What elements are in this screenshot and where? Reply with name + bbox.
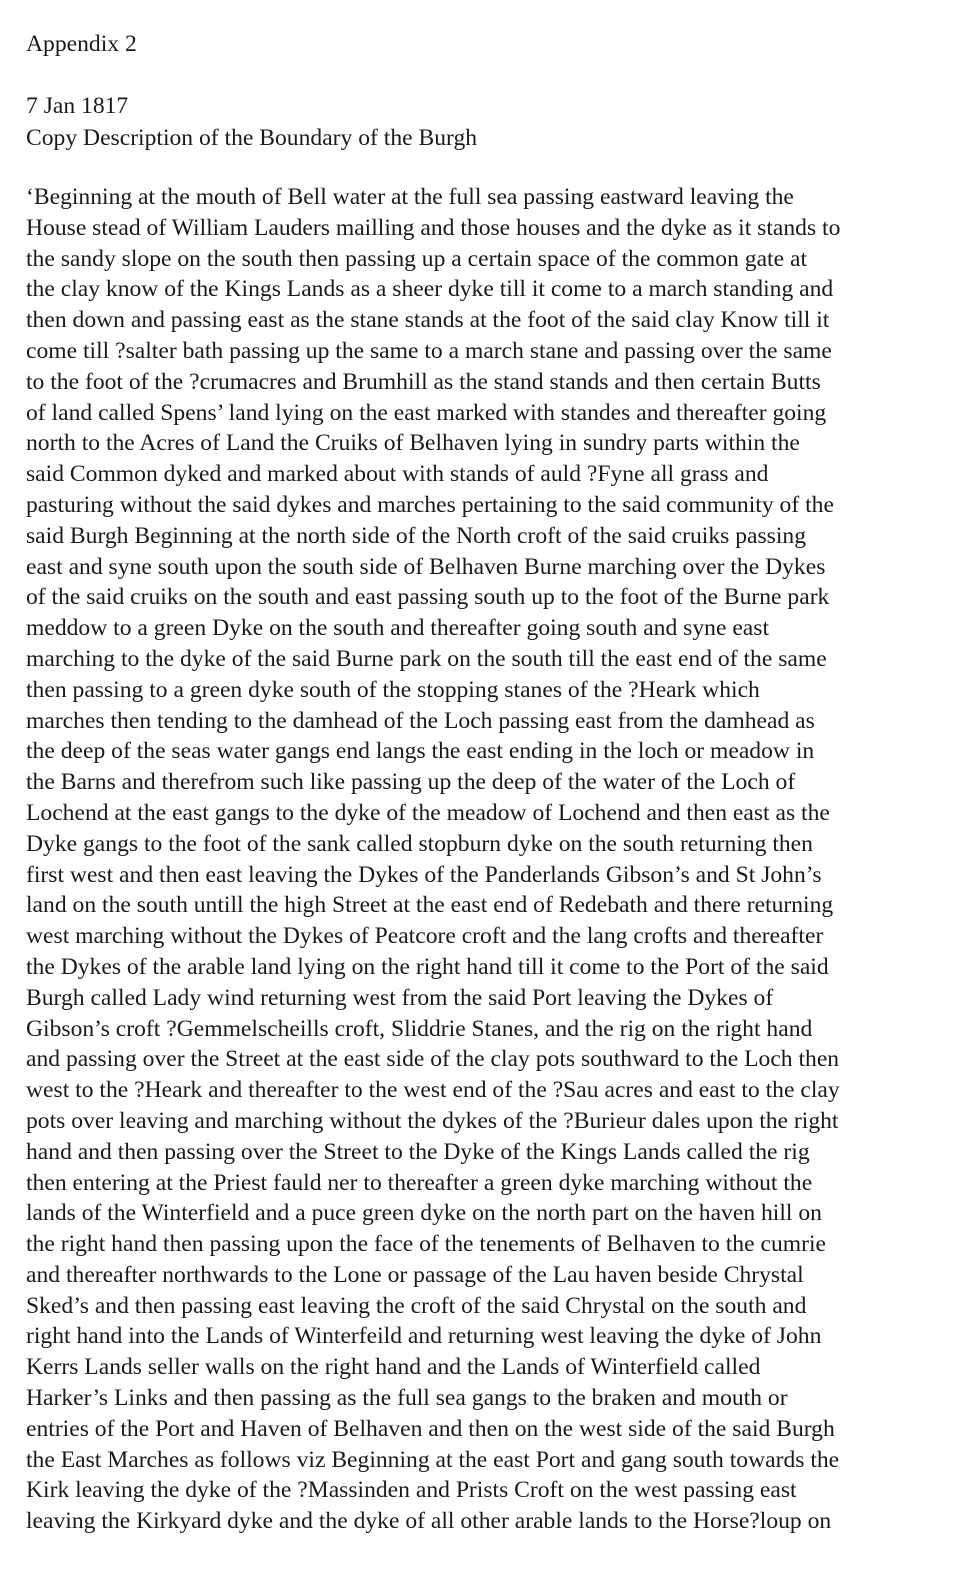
text-line: leaving the Kirkyard dyke and the dyke of all other arable lands to the Horse?loup on <box>26 1508 832 1535</box>
text-line: east and syne south upon the south side of Belhaven Burne marching over the Dykes <box>26 553 826 580</box>
text-line: entries of the Port and Haven of Belhaven and then on the west side of the said Burgh <box>26 1415 835 1442</box>
boundary-description <box>26 182 941 1537</box>
text-line: the Dykes of the arable land lying on the right hand till it come to the Port of the said <box>26 953 829 980</box>
text-line: pots over leaving and marching without the dykes of the ?Burieur dales upon the right <box>26 1107 839 1134</box>
text-line: the clay know of the Kings Lands as a sheer dyke till it come to a march standing and <box>26 276 834 303</box>
text-line: then entering at the Priest fauld ner to thereafter a green dyke marching without the <box>26 1169 813 1196</box>
text-line: then down and passing east as the stane stands at the foot of the said clay Know till it <box>26 307 830 334</box>
text-line: Kirk leaving the dyke of the ?Massinden and Prists Croft on the west passing east <box>26 1477 797 1504</box>
text-line: first west and then east leaving the Dykes of the Panderlands Gibson’s and St John’s <box>26 861 822 888</box>
text-line: north to the Acres of Land the Cruiks of Belhaven lying in sundry parts within the <box>26 430 800 457</box>
text-line: the Barns and therefrom such like passing up the deep of the water of the Loch of <box>26 769 796 796</box>
text-line: marches then tending to the damhead of the Loch passing east from the damhead as <box>26 707 815 734</box>
text-line: the sandy slope on the south then passing up a certain space of the common gate at <box>26 245 808 272</box>
text-line: the right hand then passing upon the face of the tenements of Belhaven to the cumrie <box>26 1231 826 1258</box>
text-line: Kerrs Lands seller walls on the right hand and the Lands of Winterfield called <box>26 1354 761 1381</box>
text-line: Gibson’s croft ?Gemmelscheills croft, Sliddrie Stanes, and the rig on the right hand <box>26 1015 813 1042</box>
text-line: of the said cruiks on the south and east passing south up to the foot of the Burne park <box>26 584 830 611</box>
text-line: pasturing without the said dykes and marches pertaining to the said community of the <box>26 491 834 518</box>
text-line: Dyke gangs to the foot of the sank called stopburn dyke on the south returning then <box>26 830 813 857</box>
text-line: Sked’s and then passing east leaving the croft of the said Chrystal on the south and <box>26 1292 807 1319</box>
text-line: the deep of the seas water gangs end langs the east ending in the loch or meadow in <box>26 738 815 765</box>
document-subtitle: Copy Description of the Boundary of the Burgh <box>26 125 478 151</box>
text-line: the East Marches as follows viz Beginning at the east Port and gang south towards the <box>26 1446 840 1473</box>
text-line: right hand into the Lands of Winterfeild and returning west leaving the dyke of John <box>26 1323 822 1350</box>
text-line: then passing to a green dyke south of the stopping stanes of the ?Heark which <box>26 676 760 703</box>
text-line: said Burgh Beginning at the north side of the North croft of the said cruiks passing <box>26 522 806 549</box>
text-line: House stead of William Lauders mailling and those houses and the dyke as it stands to <box>26 214 841 241</box>
document-page <box>26 28 941 1537</box>
text-line: said Common dyked and marked about with stands of auld ?Fyne all grass and <box>26 461 769 488</box>
appendix-heading: Appendix 2 <box>26 31 137 57</box>
text-line: and thereafter northwards to the Lone or passage of the Lau haven beside Chrystal <box>26 1261 804 1288</box>
text-line: ‘Beginning at the mouth of Bell water at the full sea passing eastward leaving the <box>26 184 794 210</box>
document-date: 7 Jan 1817 <box>26 93 129 119</box>
text-line: lands of the Winterfield and a puce green dyke on the north part on the haven hill on <box>26 1200 822 1227</box>
text-line: meddow to a green Dyke on the south and thereafter going south and syne east <box>26 615 769 642</box>
text-line: come till ?salter bath passing up the same to a march stane and passing over the same <box>26 337 832 364</box>
text-line: west marching without the Dykes of Peatcore croft and the lang crofts and thereafter <box>26 923 824 950</box>
text-line: land on the south untill the high Street at the east end of Redebath and there returning <box>26 892 834 919</box>
text-line: to the foot of the ?crumacres and Brumhill as the stand stands and then certain Butts <box>26 368 821 395</box>
text-line: west to the ?Heark and thereafter to the west end of the ?Sau acres and east to the clay <box>26 1077 840 1104</box>
text-line: marching to the dyke of the said Burne park on the south till the east end of the same <box>26 645 827 672</box>
text-line: Lochend at the east gangs to the dyke of the meadow of Lochend and then east as the <box>26 799 830 826</box>
text-line: of land called Spens’ land lying on the east marked with standes and thereafter going <box>26 399 827 426</box>
text-line: hand and then passing over the Street to the Dyke of the Kings Lands called the rig <box>26 1138 810 1165</box>
text-line: and passing over the Street at the east side of the clay pots southward to the Loch then <box>26 1046 840 1073</box>
text-line: Burgh called Lady wind returning west from the said Port leaving the Dykes of <box>26 984 774 1011</box>
text-line: Harker’s Links and then passing as the full sea gangs to the braken and mouth or <box>26 1385 788 1412</box>
